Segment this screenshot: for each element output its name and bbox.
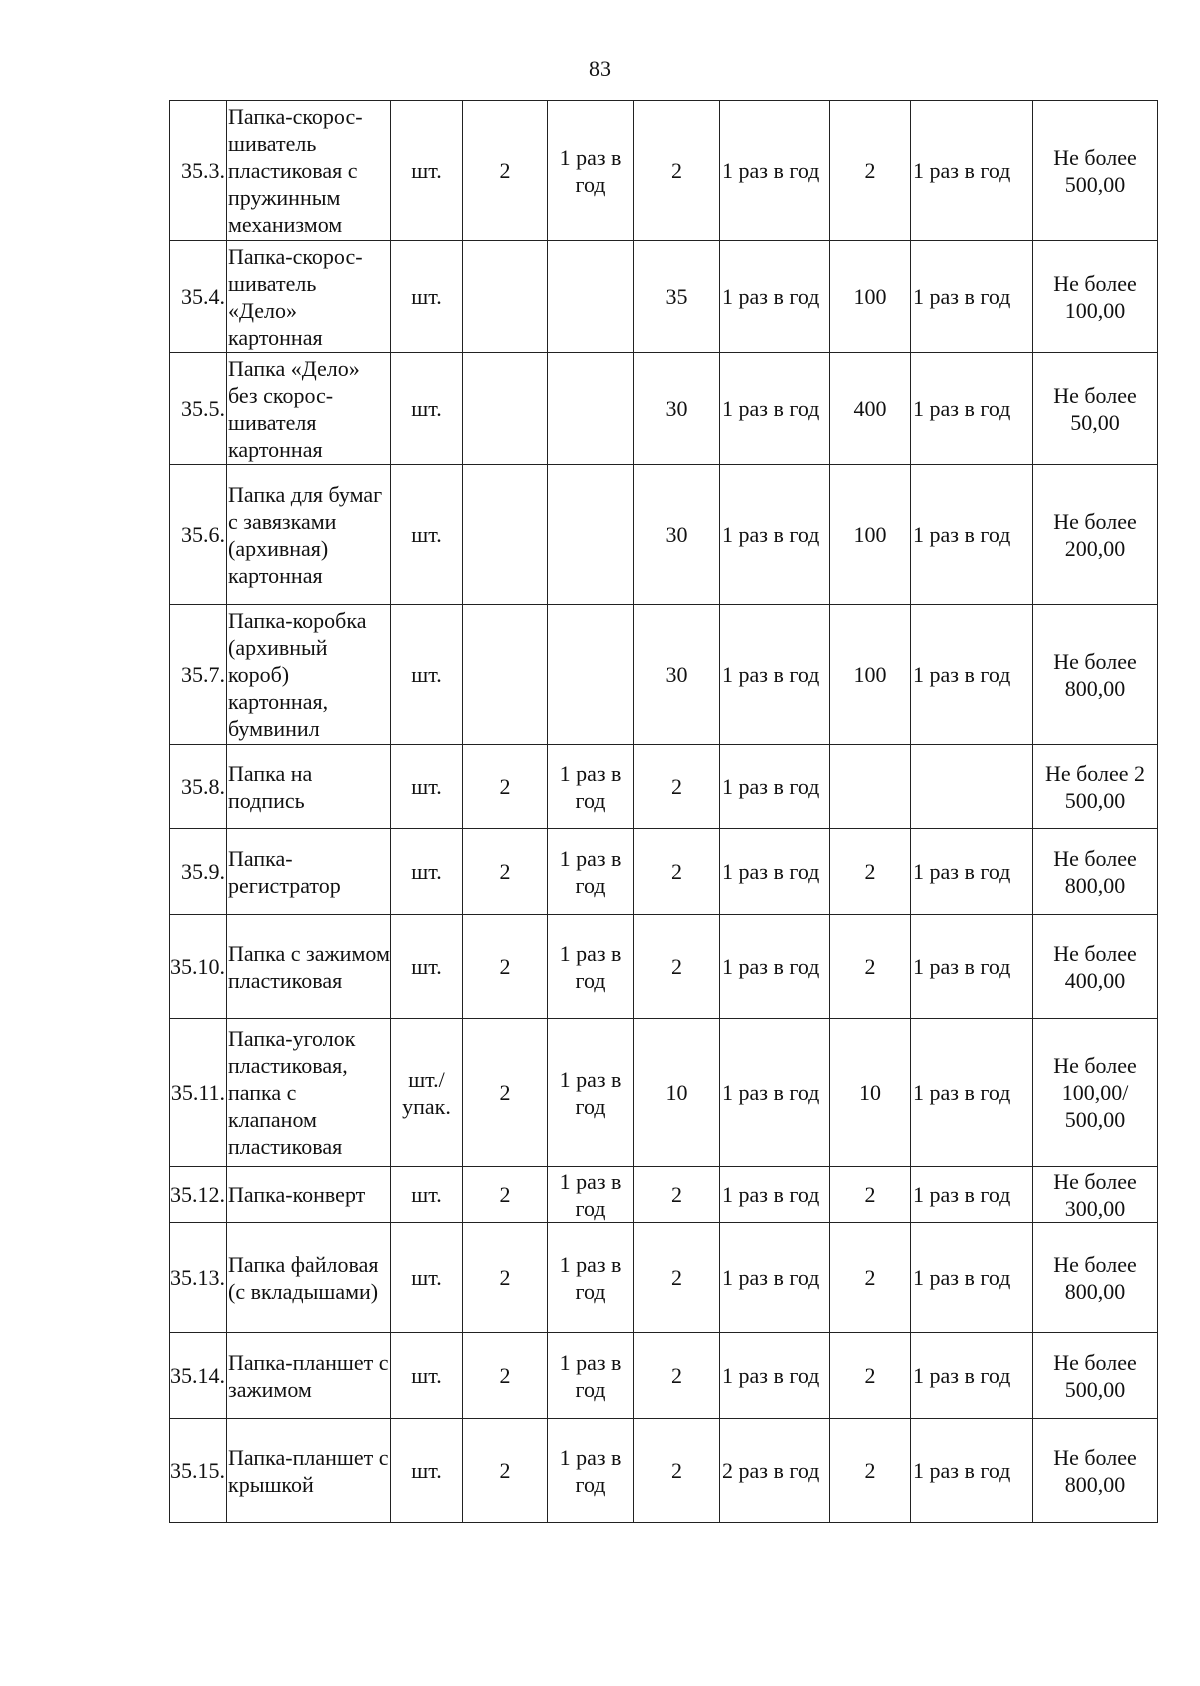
item-period-3: 1 раз в год	[911, 1419, 1033, 1523]
item-quantity-1: 2	[463, 829, 548, 915]
item-price-limit: Не более 50,00	[1033, 353, 1158, 465]
item-quantity-3: 2	[830, 915, 911, 1019]
item-price-limit: Не более 800,00	[1033, 1223, 1158, 1333]
page-number: 83	[589, 56, 611, 81]
item-quantity-2: 2	[634, 1167, 720, 1223]
table-row	[170, 1419, 1158, 1523]
item-quantity-3: 400	[830, 353, 911, 465]
item-period-2: 1 раз в год	[720, 1019, 830, 1167]
item-price-limit: Не более 2 500,00	[1033, 745, 1158, 829]
item-name: Папка-конверт	[227, 1167, 391, 1223]
item-price-limit: Не более 800,00	[1033, 1419, 1158, 1523]
item-name: Папка файловая (с вкладышами)	[227, 1223, 391, 1333]
table-row	[170, 1333, 1158, 1419]
table-row	[170, 1167, 1158, 1223]
item-period-2: 1 раз в год	[720, 1223, 830, 1333]
item-unit: шт.	[391, 745, 463, 829]
item-period-1: 1 раз в год	[548, 1223, 634, 1333]
item-unit: шт.	[391, 353, 463, 465]
item-period-1: 1 раз в год	[548, 1167, 634, 1223]
item-price-limit: Не более 100,00	[1033, 241, 1158, 353]
item-number: 35.8.	[170, 745, 227, 829]
item-quantity-1: 2	[463, 1223, 548, 1333]
item-number: 35.9.	[170, 829, 227, 915]
item-unit: шт.	[391, 1419, 463, 1523]
item-price-limit: Не более 800,00	[1033, 605, 1158, 745]
table-row	[170, 1019, 1158, 1167]
item-period-2: 1 раз в год	[720, 915, 830, 1019]
item-period-2: 1 раз в год	[720, 353, 830, 465]
table-row	[170, 101, 1158, 241]
item-number: 35.13.	[170, 1223, 227, 1333]
table-row	[170, 241, 1158, 353]
item-unit: шт./ упак.	[391, 1019, 463, 1167]
item-period-2: 1 раз в год	[720, 465, 830, 605]
item-name: Папка-планшет с крышкой	[227, 1419, 391, 1523]
item-period-1: 1 раз в год	[548, 915, 634, 1019]
item-quantity-3: 2	[830, 1223, 911, 1333]
item-quantity-2: 2	[634, 101, 720, 241]
table-row	[170, 1223, 1158, 1333]
item-number: 35.3.	[170, 101, 227, 241]
item-quantity-2: 2	[634, 1223, 720, 1333]
norms-table	[169, 100, 1158, 1523]
item-quantity-1	[463, 353, 548, 465]
item-price-limit: Не более 300,00	[1033, 1167, 1158, 1223]
item-quantity-1: 2	[463, 1419, 548, 1523]
item-quantity-3: 2	[830, 1167, 911, 1223]
item-unit: шт.	[391, 1223, 463, 1333]
item-period-3: 1 раз в год	[911, 1019, 1033, 1167]
item-quantity-1	[463, 465, 548, 605]
item-period-3: 1 раз в год	[911, 353, 1033, 465]
item-unit: шт.	[391, 605, 463, 745]
item-name: Папка-регистратор	[227, 829, 391, 915]
item-quantity-3: 2	[830, 1419, 911, 1523]
table-row	[170, 605, 1158, 745]
item-number: 35.12.	[170, 1167, 227, 1223]
item-quantity-1: 2	[463, 915, 548, 1019]
item-number: 35.11.	[170, 1019, 227, 1167]
item-period-1: 1 раз в год	[548, 1333, 634, 1419]
item-quantity-3: 100	[830, 605, 911, 745]
item-unit: шт.	[391, 101, 463, 241]
item-price-limit: Не более 100,00/ 500,00	[1033, 1019, 1158, 1167]
item-period-3: 1 раз в год	[911, 605, 1033, 745]
table-row	[170, 745, 1158, 829]
item-quantity-1	[463, 605, 548, 745]
item-period-1	[548, 605, 634, 745]
item-quantity-1: 2	[463, 1167, 548, 1223]
item-quantity-2: 30	[634, 353, 720, 465]
item-unit: шт.	[391, 241, 463, 353]
item-price-limit: Не более 200,00	[1033, 465, 1158, 605]
item-period-1	[548, 241, 634, 353]
item-quantity-2: 2	[634, 915, 720, 1019]
item-unit: шт.	[391, 1167, 463, 1223]
item-name: Папка-уголок пластиковая, папка с клапаном пластиковая	[227, 1019, 391, 1167]
item-price-limit: Не более 500,00	[1033, 1333, 1158, 1419]
item-quantity-1	[463, 241, 548, 353]
item-period-3: 1 раз в год	[911, 1167, 1033, 1223]
item-quantity-3: 2	[830, 829, 911, 915]
item-period-2: 1 раз в год	[720, 101, 830, 241]
item-name: Папка с зажимом пластиковая	[227, 915, 391, 1019]
item-period-2: 1 раз в год	[720, 745, 830, 829]
item-period-2: 1 раз в год	[720, 1333, 830, 1419]
item-unit: шт.	[391, 915, 463, 1019]
item-period-2: 1 раз в год	[720, 1167, 830, 1223]
item-quantity-2: 2	[634, 829, 720, 915]
item-period-3: 1 раз в год	[911, 915, 1033, 1019]
item-period-3: 1 раз в год	[911, 1223, 1033, 1333]
item-price-limit: Не более 400,00	[1033, 915, 1158, 1019]
item-period-2: 1 раз в год	[720, 241, 830, 353]
item-quantity-1: 2	[463, 1019, 548, 1167]
item-unit: шт.	[391, 465, 463, 605]
table-row	[170, 353, 1158, 465]
item-quantity-2: 2	[634, 1419, 720, 1523]
table-row	[170, 915, 1158, 1019]
item-unit: шт.	[391, 829, 463, 915]
item-period-1: 1 раз в год	[548, 1419, 634, 1523]
item-quantity-3: 2	[830, 101, 911, 241]
item-number: 35.10.	[170, 915, 227, 1019]
item-number: 35.14.	[170, 1333, 227, 1419]
item-period-1	[548, 353, 634, 465]
table-row	[170, 829, 1158, 915]
item-period-1	[548, 465, 634, 605]
item-period-3: 1 раз в год	[911, 829, 1033, 915]
item-name: Папка «Дело» без скорос-шивателя картонная	[227, 353, 391, 465]
item-price-limit: Не более 800,00	[1033, 829, 1158, 915]
item-quantity-1: 2	[463, 745, 548, 829]
item-quantity-1: 2	[463, 1333, 548, 1419]
item-period-1: 1 раз в год	[548, 1019, 634, 1167]
item-quantity-3: 100	[830, 241, 911, 353]
item-number: 35.5.	[170, 353, 227, 465]
item-quantity-3	[830, 745, 911, 829]
table-row	[170, 465, 1158, 605]
item-period-3	[911, 745, 1033, 829]
item-number: 35.4.	[170, 241, 227, 353]
item-quantity-2: 2	[634, 745, 720, 829]
item-quantity-2: 35	[634, 241, 720, 353]
item-number: 35.7.	[170, 605, 227, 745]
item-unit: шт.	[391, 1333, 463, 1419]
item-period-1: 1 раз в год	[548, 829, 634, 915]
item-quantity-1: 2	[463, 101, 548, 241]
item-period-3: 1 раз в год	[911, 1333, 1033, 1419]
item-quantity-3: 10	[830, 1019, 911, 1167]
item-period-2: 2 раз в год	[720, 1419, 830, 1523]
item-period-1: 1 раз в год	[548, 101, 634, 241]
item-name: Папка-коробка (архивный короб) картонная, бумвинил	[227, 605, 391, 745]
item-period-2: 1 раз в год	[720, 605, 830, 745]
item-period-3: 1 раз в год	[911, 241, 1033, 353]
item-number: 35.15.	[170, 1419, 227, 1523]
item-quantity-2: 30	[634, 605, 720, 745]
item-quantity-2: 2	[634, 1333, 720, 1419]
item-period-1: 1 раз в год	[548, 745, 634, 829]
item-period-3: 1 раз в год	[911, 101, 1033, 241]
item-quantity-2: 30	[634, 465, 720, 605]
item-name: Папка-планшет с зажимом	[227, 1333, 391, 1419]
item-name: Папка на подпись	[227, 745, 391, 829]
item-name: Папка-скорос-шиватель пластиковая с пружинным механизмом	[227, 101, 391, 241]
item-period-3: 1 раз в год	[911, 465, 1033, 605]
item-period-2: 1 раз в год	[720, 829, 830, 915]
item-name: Папка для бумаг с завязками (архивная) картонная	[227, 465, 391, 605]
item-name: Папка-скорос-шиватель «Дело» картонная	[227, 241, 391, 353]
item-price-limit: Не более 500,00	[1033, 101, 1158, 241]
item-number: 35.6.	[170, 465, 227, 605]
item-quantity-3: 100	[830, 465, 911, 605]
item-quantity-3: 2	[830, 1333, 911, 1419]
item-quantity-2: 10	[634, 1019, 720, 1167]
